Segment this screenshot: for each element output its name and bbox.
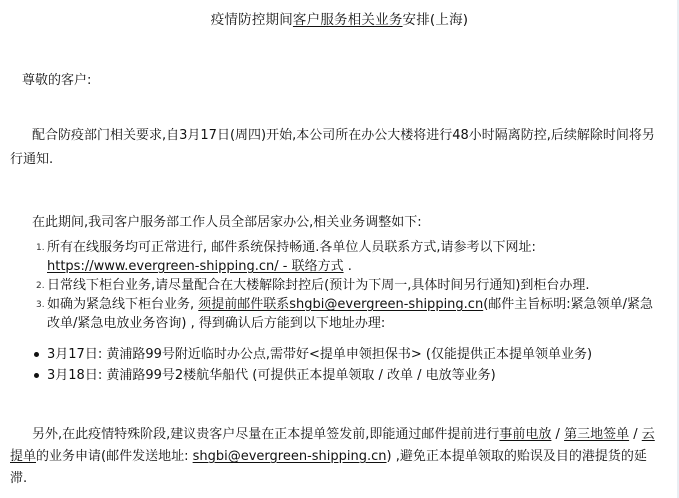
list-item-suffix: . [343, 259, 352, 274]
bullet-icon [34, 352, 39, 357]
list-item [10, 344, 660, 365]
list-item-text: 日常线下柜台业务,请尽量配合在大楼解除封控后(预计为下周一,具体时间另行通知)到柜台办理. [47, 278, 590, 293]
list-item [10, 365, 660, 386]
text-segment: 另外,在此疫情特殊阶段,建议贵客户尽量在正本提单签发前,即能通过邮件提前进行 [32, 427, 500, 442]
title-highlight: 客户服务相关业务 [292, 12, 403, 28]
paragraph-arrangement-intro: 在此期间,我司客户服务部工作人员全部居家办公,相关业务调整如下: [32, 215, 422, 230]
service-third-place-label: 第三地签单 [564, 427, 630, 442]
list-item-text: 所有在线服务均可正常进行, 邮件系统保持畅通.各单位人员联系方式,请参考以下网址: [47, 240, 536, 255]
paragraph-recommendation [10, 424, 662, 490]
list-item-text: 如确为紧急线下柜台业务, [47, 297, 199, 312]
text-segment: / [629, 427, 642, 442]
list-item [10, 276, 660, 295]
service-release-label: 事前电放 [499, 427, 552, 442]
title-suffix: 安排(上海) [402, 12, 469, 28]
text-segment: 的业务申请(邮件发送地址: [36, 449, 193, 464]
bullet-icon [34, 373, 39, 378]
email-contact-link[interactable]: 须提前邮件联系shgbi@evergreen-shipping.cn [198, 297, 484, 312]
text-segment: / [551, 427, 565, 442]
contact-link[interactable]: https://www.evergreen-shipping.cn/ - 联络方式 [47, 259, 344, 274]
office-location-list [10, 344, 660, 386]
page-title [0, 8, 679, 28]
list-item [10, 295, 660, 333]
list-item [10, 238, 660, 276]
service-cloud-bl-label: 云提单 [10, 427, 655, 464]
text-segment: ) ,避免正本提单领取的贻误及目的港提货的延滞. [10, 449, 647, 486]
email-link[interactable]: shgbi@evergreen-shipping.cn [192, 449, 387, 464]
list-number: 3. [36, 300, 45, 310]
list-number: 2. [36, 281, 45, 291]
location-text: 3月18日: 黄浦路99号2楼航华船代 (可提供正本提单领取 / 改单 / 电放等业务) [47, 368, 496, 383]
greeting: 尊敬的客户: [22, 73, 92, 88]
title-prefix: 疫情防控期间 [210, 12, 293, 28]
location-text: 3月17日: 黄浦路99号附近临时办公点,需带好<提单申领担保书> (仅能提供正本提单领单业务) [47, 347, 593, 362]
list-number: 1. [36, 243, 45, 253]
paragraph-closure-notice: 配合防疫部门相关要求,自3月17日(周四)开始,本公司所在办公大楼将进行48小时隔离防控,后续解除时间将另行通知. [10, 128, 655, 167]
list-item-suffix: (邮件主旨标明:紧急领单/紧急改单/紧急电放业务咨询) , 得到确认后方能到以下地址办理: [47, 297, 654, 331]
arrangement-list [10, 238, 660, 333]
